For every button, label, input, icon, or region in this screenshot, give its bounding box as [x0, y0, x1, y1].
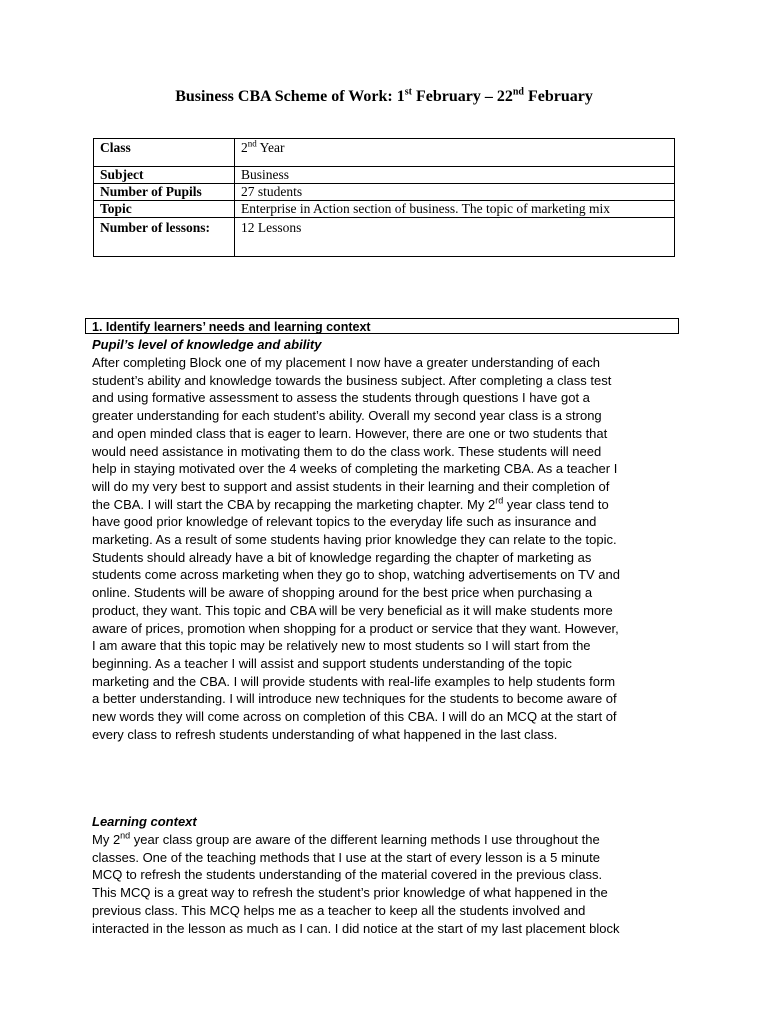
- paragraph-line: previous class. This MCQ helps me as a teacher to keep all the students involved and: [92, 902, 586, 918]
- paragraph-line: marketing. As a result of some students having prior knowledge they can relate to the topic.: [92, 532, 617, 548]
- paragraph-line: a better understanding. I will introduce new techniques for the students to become aware of: [92, 691, 617, 707]
- paragraph-line: help in staying motivated over the 4 weeks of completing the marketing CBA. As a teacher I: [92, 461, 618, 477]
- class-label: Class: [94, 139, 235, 167]
- paragraph-line: My 2nd year class group are aware of the different learning methods I use throughout the: [92, 830, 600, 847]
- paragraph-line: and using formative assessment to assess the students through questions I have got a: [92, 390, 590, 406]
- topic-value: Enterprise in Action section of business. The topic of marketing mix: [235, 201, 675, 218]
- paragraph-line: student’s ability and knowledge towards the business subject. After completing a class test: [92, 372, 612, 388]
- pupils-value: 27 students: [235, 184, 675, 201]
- page-title: Business CBA Scheme of Work: 1st February – 22nd February: [175, 86, 593, 105]
- paragraph-line: After completing Block one of my placement I now have a greater understanding of each: [92, 355, 601, 370]
- paragraph-line: marketing and the CBA. I will provide students with real-life examples to help students form: [92, 673, 616, 689]
- subheading-learning-context: Learning context: [92, 814, 197, 829]
- paragraph-line: I am aware that this topic may be relatively new to most students so I will start from the: [92, 638, 591, 654]
- subheading-knowledge-ability: Pupil’s level of knowledge and ability: [92, 337, 322, 352]
- paragraph-learning-context: [92, 831, 682, 937]
- paragraph-line: MCQ to refresh the students understanding of the material covered in the previous class.: [92, 867, 603, 883]
- lessons-value: 12 Lessons: [235, 218, 675, 257]
- paragraph-line: Students should already have a bit of knowledge regarding the chapter of marketing as: [92, 549, 592, 565]
- paragraph-line: This MCQ is a great way to refresh the student’s prior knowledge of what happened in the: [92, 885, 608, 901]
- topic-label: Topic: [94, 201, 235, 218]
- table-row: [94, 167, 675, 184]
- table-row: [94, 184, 675, 201]
- paragraph-line: online. Students will be aware of shopping around for the best price when purchasing a: [92, 585, 593, 601]
- section-heading: 1. Identify learners’ needs and learning context: [85, 318, 679, 334]
- paragraph-line: and open minded class that is eager to learn. However, there are one or two students that: [92, 425, 608, 441]
- class-info-table: [93, 138, 675, 257]
- paragraph-knowledge-ability: [92, 354, 682, 743]
- pupils-label: Number of Pupils: [94, 184, 235, 201]
- paragraph-line: students come across marketing when they go to shop, watching advertisements on TV and: [92, 567, 620, 583]
- table-row: [94, 201, 675, 218]
- paragraph-line: classes. One of the teaching methods that I use at the start of every lesson is a 5 minute: [92, 849, 600, 865]
- table-row: [94, 139, 675, 167]
- paragraph-line: interacted in the lesson as much as I can. I did notice at the start of my last placement block: [92, 920, 620, 936]
- subject-label: Subject: [94, 167, 235, 184]
- paragraph-line: product, they want. This topic and CBA will be very beneficial as it will make students more: [92, 602, 613, 618]
- subject-value: Business: [235, 167, 675, 184]
- paragraph-line: have good prior knowledge of relevant topics to the everyday life such as insurance and: [92, 514, 597, 530]
- table-row: [94, 218, 675, 257]
- paragraph-line: aware of prices, promotion when shopping for a product or service that they want. However,: [92, 620, 619, 636]
- paragraph-line: would need assistance in motivating them to do the class work. These students will need: [92, 443, 602, 459]
- paragraph-line: new words they will come across on completion of this CBA. I will do an MCQ at the start of: [92, 709, 617, 725]
- paragraph-line: greater understanding for each student’s ability. Overall my second year class is a strong: [92, 408, 602, 424]
- paragraph-line: the CBA. I will start the CBA by recapping the marketing chapter. My 2rd year class tend to: [92, 495, 609, 512]
- paragraph-line: every class to refresh students understanding of what happened in the last class.: [92, 726, 558, 742]
- lessons-label: Number of lessons:: [94, 218, 235, 257]
- class-value: 2nd Year: [235, 139, 675, 167]
- paragraph-line: beginning. As a teacher I will assist and support students understanding of the topic: [92, 655, 572, 671]
- paragraph-line: will do my very best to support and assist students in their learning and their completion of: [92, 478, 610, 494]
